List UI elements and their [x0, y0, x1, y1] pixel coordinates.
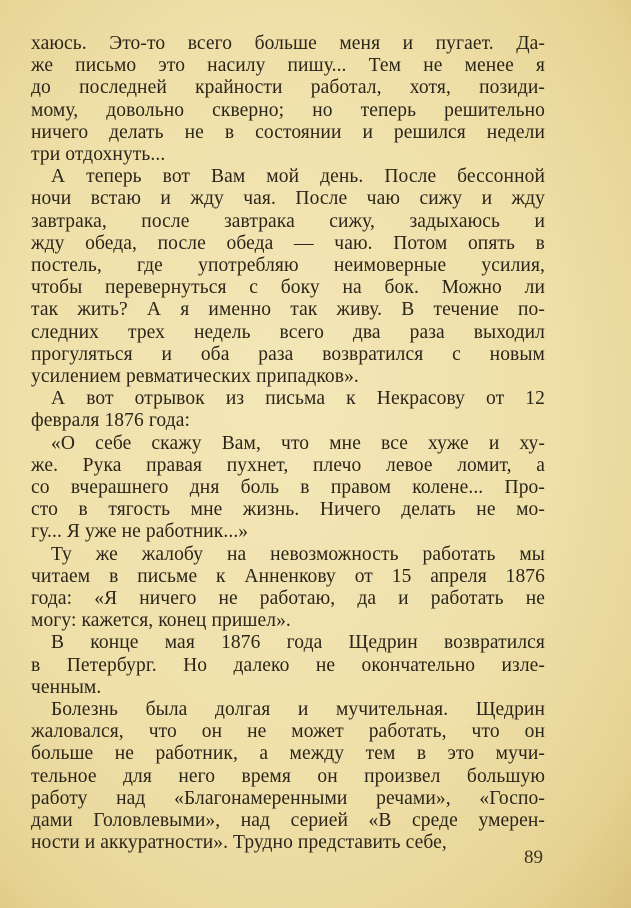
text-line: «О себе скажу Вам, что мне все хуже и ху- — [51, 432, 545, 454]
text-line: гу... Я уже не работник...» — [31, 521, 249, 543]
text-line: же письмо это насилу пишу... Тем не менее я — [31, 55, 545, 77]
text-line: следних трех недель всего два раза выходил — [31, 321, 545, 343]
text-line: сто в тягость мне жизнь. Ничего делать не мо- — [31, 499, 545, 521]
text-line: мому, довольно скверно; но теперь решительно — [31, 99, 545, 121]
text-line: А теперь вот Вам мой день. После бессонной — [51, 166, 545, 188]
text-line: со вчерашнего дня боль в правом колене... Про- — [31, 477, 545, 498]
text-line: дами Головлевыми», над серией «В среде умерен- — [31, 810, 545, 831]
text-line: А вот отрывок из письма к Некрасову от 12 — [51, 388, 545, 410]
text-line: февраля 1876 года: — [31, 410, 191, 432]
text-line: так жить? А я именно так живу. В течение по- — [31, 299, 545, 321]
text-line: жаловался, что он не может работать, что он — [31, 721, 545, 743]
text-line: тельное для него время он произвел большую — [31, 765, 545, 787]
text-line: ченным. — [31, 676, 102, 698]
page-number: 89 — [524, 847, 543, 868]
text-line: до последней крайности работал, хотя, позиди- — [31, 77, 545, 99]
text-line: три отдохнуть... — [31, 144, 166, 165]
text-line: Ту же жалобу на невозможность работать мы — [51, 543, 545, 565]
text-line: больше не работник, а между тем в это мучи- — [31, 743, 545, 765]
text-line: года: «Я ничего не работаю, да и работать не — [31, 588, 545, 609]
text-line: же. Рука правая пухнет, плечо левое ломит, а — [31, 454, 545, 476]
text-line: В конце мая 1876 года Щедрин возвратился — [51, 632, 545, 654]
text-line: Болезнь была долгая и мучительная. Щедрин — [51, 699, 545, 720]
text-line: завтрака, после завтрака сижу, задыхаюсь и — [31, 210, 545, 232]
text-line: чтобы перевернуться с боку на бок. Можно ли — [31, 277, 545, 299]
text-line: хаюсь. Это-то всего больше меня и пугает. Да- — [31, 33, 545, 54]
text-line: в Петербург. Но далеко не окончательно изле- — [31, 654, 545, 676]
text-line: работу над «Благонамеренными речами», «Госпо- — [31, 787, 545, 809]
text-line: ничего делать не в состоянии и решился недели — [31, 121, 545, 143]
text-line: прогуляться и оба раза возвратился с новым — [31, 343, 545, 365]
text-line: жду обеда, после обеда — чаю. Потом опять в — [31, 232, 545, 254]
text-line: могу: кажется, конец пришел». — [31, 610, 291, 632]
text-line: постель, где употребляю неимоверные усилия, — [31, 255, 545, 276]
text-line: усилением ревматических припадков». — [31, 366, 359, 387]
text-line: ночи встаю и жду чая. После чаю сижу и жду — [31, 188, 545, 210]
text-line: читаем в письме к Анненкову от 15 апреля 1876 — [31, 565, 545, 587]
text-line: ности и аккуратности». Трудно представить себе, — [31, 832, 447, 854]
